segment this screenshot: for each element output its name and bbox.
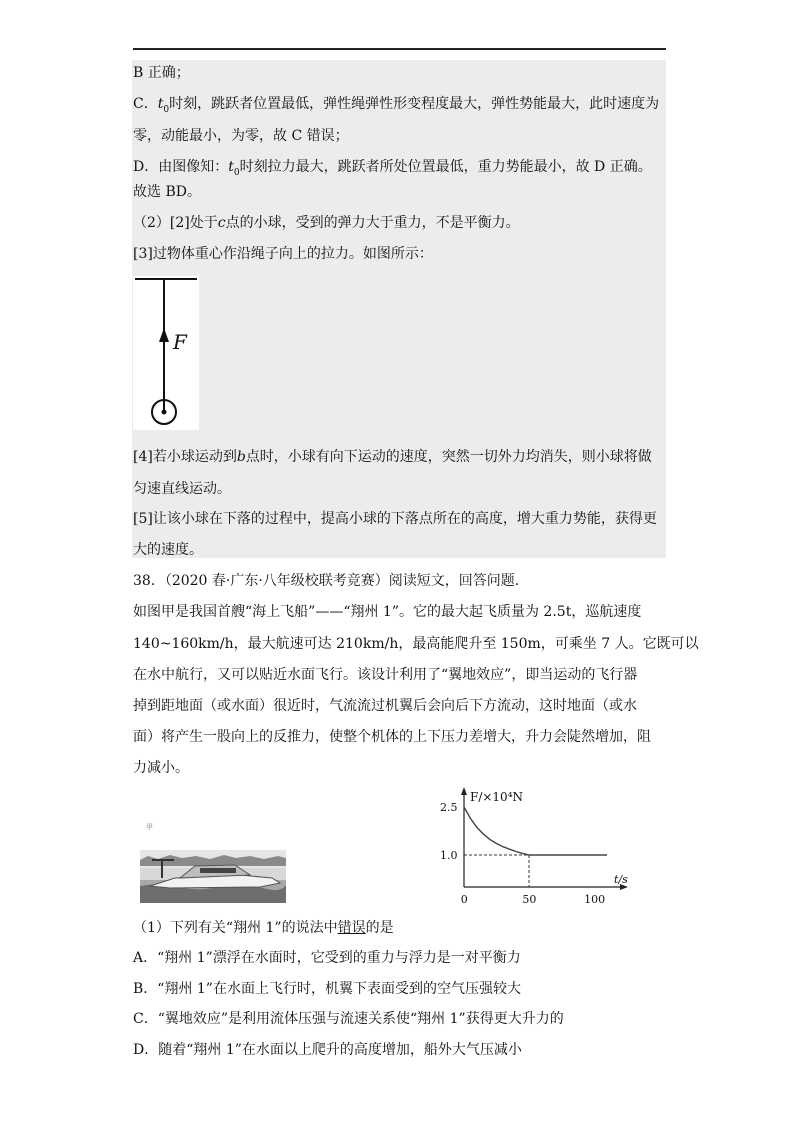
x-tick-label: 100 (584, 893, 606, 906)
question-p3: 在水中航行，又可以贴近水面飞行。该设计利用了“翼地效应”，即当运动的飞行器 (133, 667, 638, 683)
y-axis-arrow-icon (461, 787, 467, 795)
answer-line-2: （2）[2]处于c点的小球，受到的弹力大于重力，不是平衡力。 (133, 215, 520, 231)
question-p2: 140~160km/h，最大航速可达 210km/h，最高能爬升至 150m，可乘坐 7 人。它既可以 (133, 636, 699, 652)
figure-tiny-label: 甲 (146, 823, 153, 831)
y-tick-label: 1.0 (440, 849, 458, 862)
force-curve-line (464, 807, 607, 855)
answer-line-4b: 匀速直线运动。 (133, 481, 231, 497)
question-p4: 掉到距地面（或水面）很近时，气流流过机翼后会向后下方流动，这时地面（或水 (133, 698, 637, 714)
y-tick-label: 2.5 (440, 801, 458, 814)
option-d: D．随着“翔州 1”在水面以上爬升的高度增加，船外大气压减小 (133, 1042, 522, 1058)
answer-line-4a: [4]若小球运动到b点时，小球有向下运动的速度，突然一切外力均消失，则小球将做 (133, 449, 652, 465)
option-a: A．“翔州 1”漂浮在水面时，它受到的重力与浮力是一对平衡力 (133, 950, 521, 966)
answer-line-3: [3]过物体重心作沿绳子向上的拉力。如图所示： (133, 246, 433, 262)
x-tick-label: 50 (522, 893, 537, 906)
x-axis-label: t/s (614, 873, 628, 886)
answer-line-c2: 零，动能最小，为零，故 C 错误； (133, 128, 349, 144)
answer-line-d: D．由图像知：$t_0$时刻拉力最大，跳跃者所处位置最低，重力势能最小，故 D 正确。 (133, 159, 652, 178)
top-rule (133, 48, 666, 50)
option-b: B．“翔州 1”在水面上飞行时，机翼下表面受到的空气压强较大 (133, 981, 521, 997)
answer-line-5b: 大的速度。 (133, 542, 203, 558)
answer-line-choice: 故选 BD。 (133, 184, 201, 200)
center-of-gravity-dot (162, 410, 167, 415)
y-axis-label: F/×10⁴N (470, 790, 524, 804)
force-diagram (133, 276, 199, 430)
boat-photo (140, 850, 286, 903)
sub-question-1: （1）下列有关“翔州 1”的说法中错误的是 (133, 920, 394, 936)
answer-line-c1: C．$t_0$时刻，跳跃者位置最低，弹性绳弹性形变程度最大，弹性势能最大，此时速度为 (133, 96, 660, 115)
question-p5: 面）将产生一股向上的反推力，使整个机体的上下压力差增大，升力会陡然增加，阻 (133, 729, 651, 745)
force-time-chart (430, 785, 630, 910)
answer-line-5a: [5]让该小球在下落的过程中，提高小球的下落点所在的高度，增大重力势能，获得更 (133, 511, 657, 527)
question-p6: 力减小。 (133, 760, 189, 776)
x-tick-label: 0 (460, 893, 468, 906)
question-p1: 如图甲是我国首艘“海上飞船”——“翔州 1”。它的最大起飞质量为 2.5t，巡航速度 (133, 604, 642, 620)
arrow-head-icon (159, 328, 169, 342)
option-c: C．“翼地效应”是利用流体压强与流速关系使“翔州 1”获得更大升力的 (133, 1011, 564, 1027)
force-label: F (173, 330, 187, 354)
answer-line-b: B 正确； (133, 65, 190, 81)
question-header: 38．（2020 春·广东·八年级校联考竞赛）阅读短文，回答问题. (133, 573, 520, 589)
